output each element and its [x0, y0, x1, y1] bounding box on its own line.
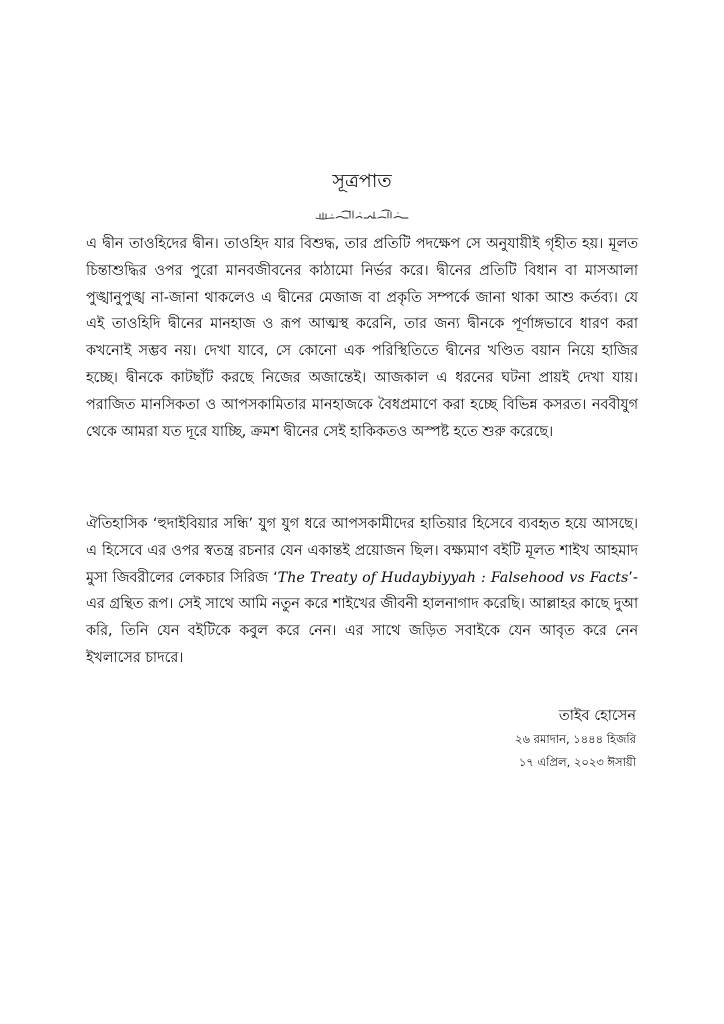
lecture-series-title: The Treaty of Hudaybiyyah : Falsehood vs Facts: [277, 569, 629, 586]
paragraph-book-text-before: ঐতিহাসিক ‘হুদাইবিয়ার সন্ধি’ যুগ যুগ ধরে আপসকামীদের হাতিয়ার হিসেবে ব্যবহৃত হয়ে আসছে। এ হিসেবে এর ওপর স্বতন্ত্র রচনার যেন একান্তই প্রয়োজন ছিল। বক্ষ্যমাণ বইটি মূলত শাইখ আহমাদ মুসা জিবরীলের লেকচার সিরিজ ‘: [86, 516, 638, 586]
paragraph-intro-text: এ দ্বীন তাওহিদের দ্বীন। তাওহিদ যার বিশুদ্ধ, তার প্রতিটি পদক্ষেপ সে অনুযায়ীই গৃহীত হয়। মূলত চিন্তাশুদ্ধির ওপর পুরো মানবজীবনের কাঠামো নির্ভর করে। দ্বীনের প্রতিটি বিধান বা মাসআলা পুঙ্খানুপুঙ্খ না-জানা থাকলেও এ দ্বীনের মেজাজ বা প্রকৃতি সম্পর্কে জানা থাকা আশু কর্তব্য। যে এই তাওহিদি দ্বীনের মানহাজ ও রূপ আত্মস্থ করেনি, তার জন্য দ্বীনকে পূর্ণাঙ্গভাবে ধারণ করা কখনোই সম্ভব নয়। দেখা যাবে, সে কোনো এক পরিস্থিতিতে দ্বীনের খণ্ডিত বয়ান নিয়ে হাজির হচ্ছে। দ্বীনকে কাটছাঁট করছে নিজের অজান্তেই। আজকাল এ ধরনের ঘটনা প্রায়ই দেখা যায়। পরাজিত মানসিকতা ও আপসকামিতার মানহাজকে বৈধপ্রমাণে করা হচ্ছে বিভিন্ন কসরত। নববীযুগ থেকে আমরা যত দূরে যাচ্ছি, ক্রমশ দ্বীনের সেই হাকিকতও অস্পষ্ট হতে শুরু করেছে।: [86, 236, 638, 440]
paragraph-book-text-after: ’-এর গ্রন্থিত রূপ। সেই সাথে আমি নতুন করে শাইখের জীবনী হালনাগাদ করেছি। আল্লাহর কাছে দুআ করি, তিনি যেন বইটিকে কবুল করে নেন। এর সাথে জড়িত সবাইকে যেন আবৃত করে নেন ইখলাসের চাদরে।: [86, 569, 638, 666]
gregorian-date: ১৭ এপ্রিল, ২০২৩ ঈসায়ী: [518, 755, 636, 769]
hijri-date: ২৬ রমাদান, ১৪৪৪ হিজরি: [515, 732, 636, 746]
page-title: সূত্রপাত: [332, 170, 392, 192]
paragraph-intro: [86, 231, 638, 445]
author-name: তাইব হোসেন: [558, 708, 636, 724]
basmala-calligraphy: [312, 207, 412, 223]
paragraph-book-about: [86, 511, 638, 672]
